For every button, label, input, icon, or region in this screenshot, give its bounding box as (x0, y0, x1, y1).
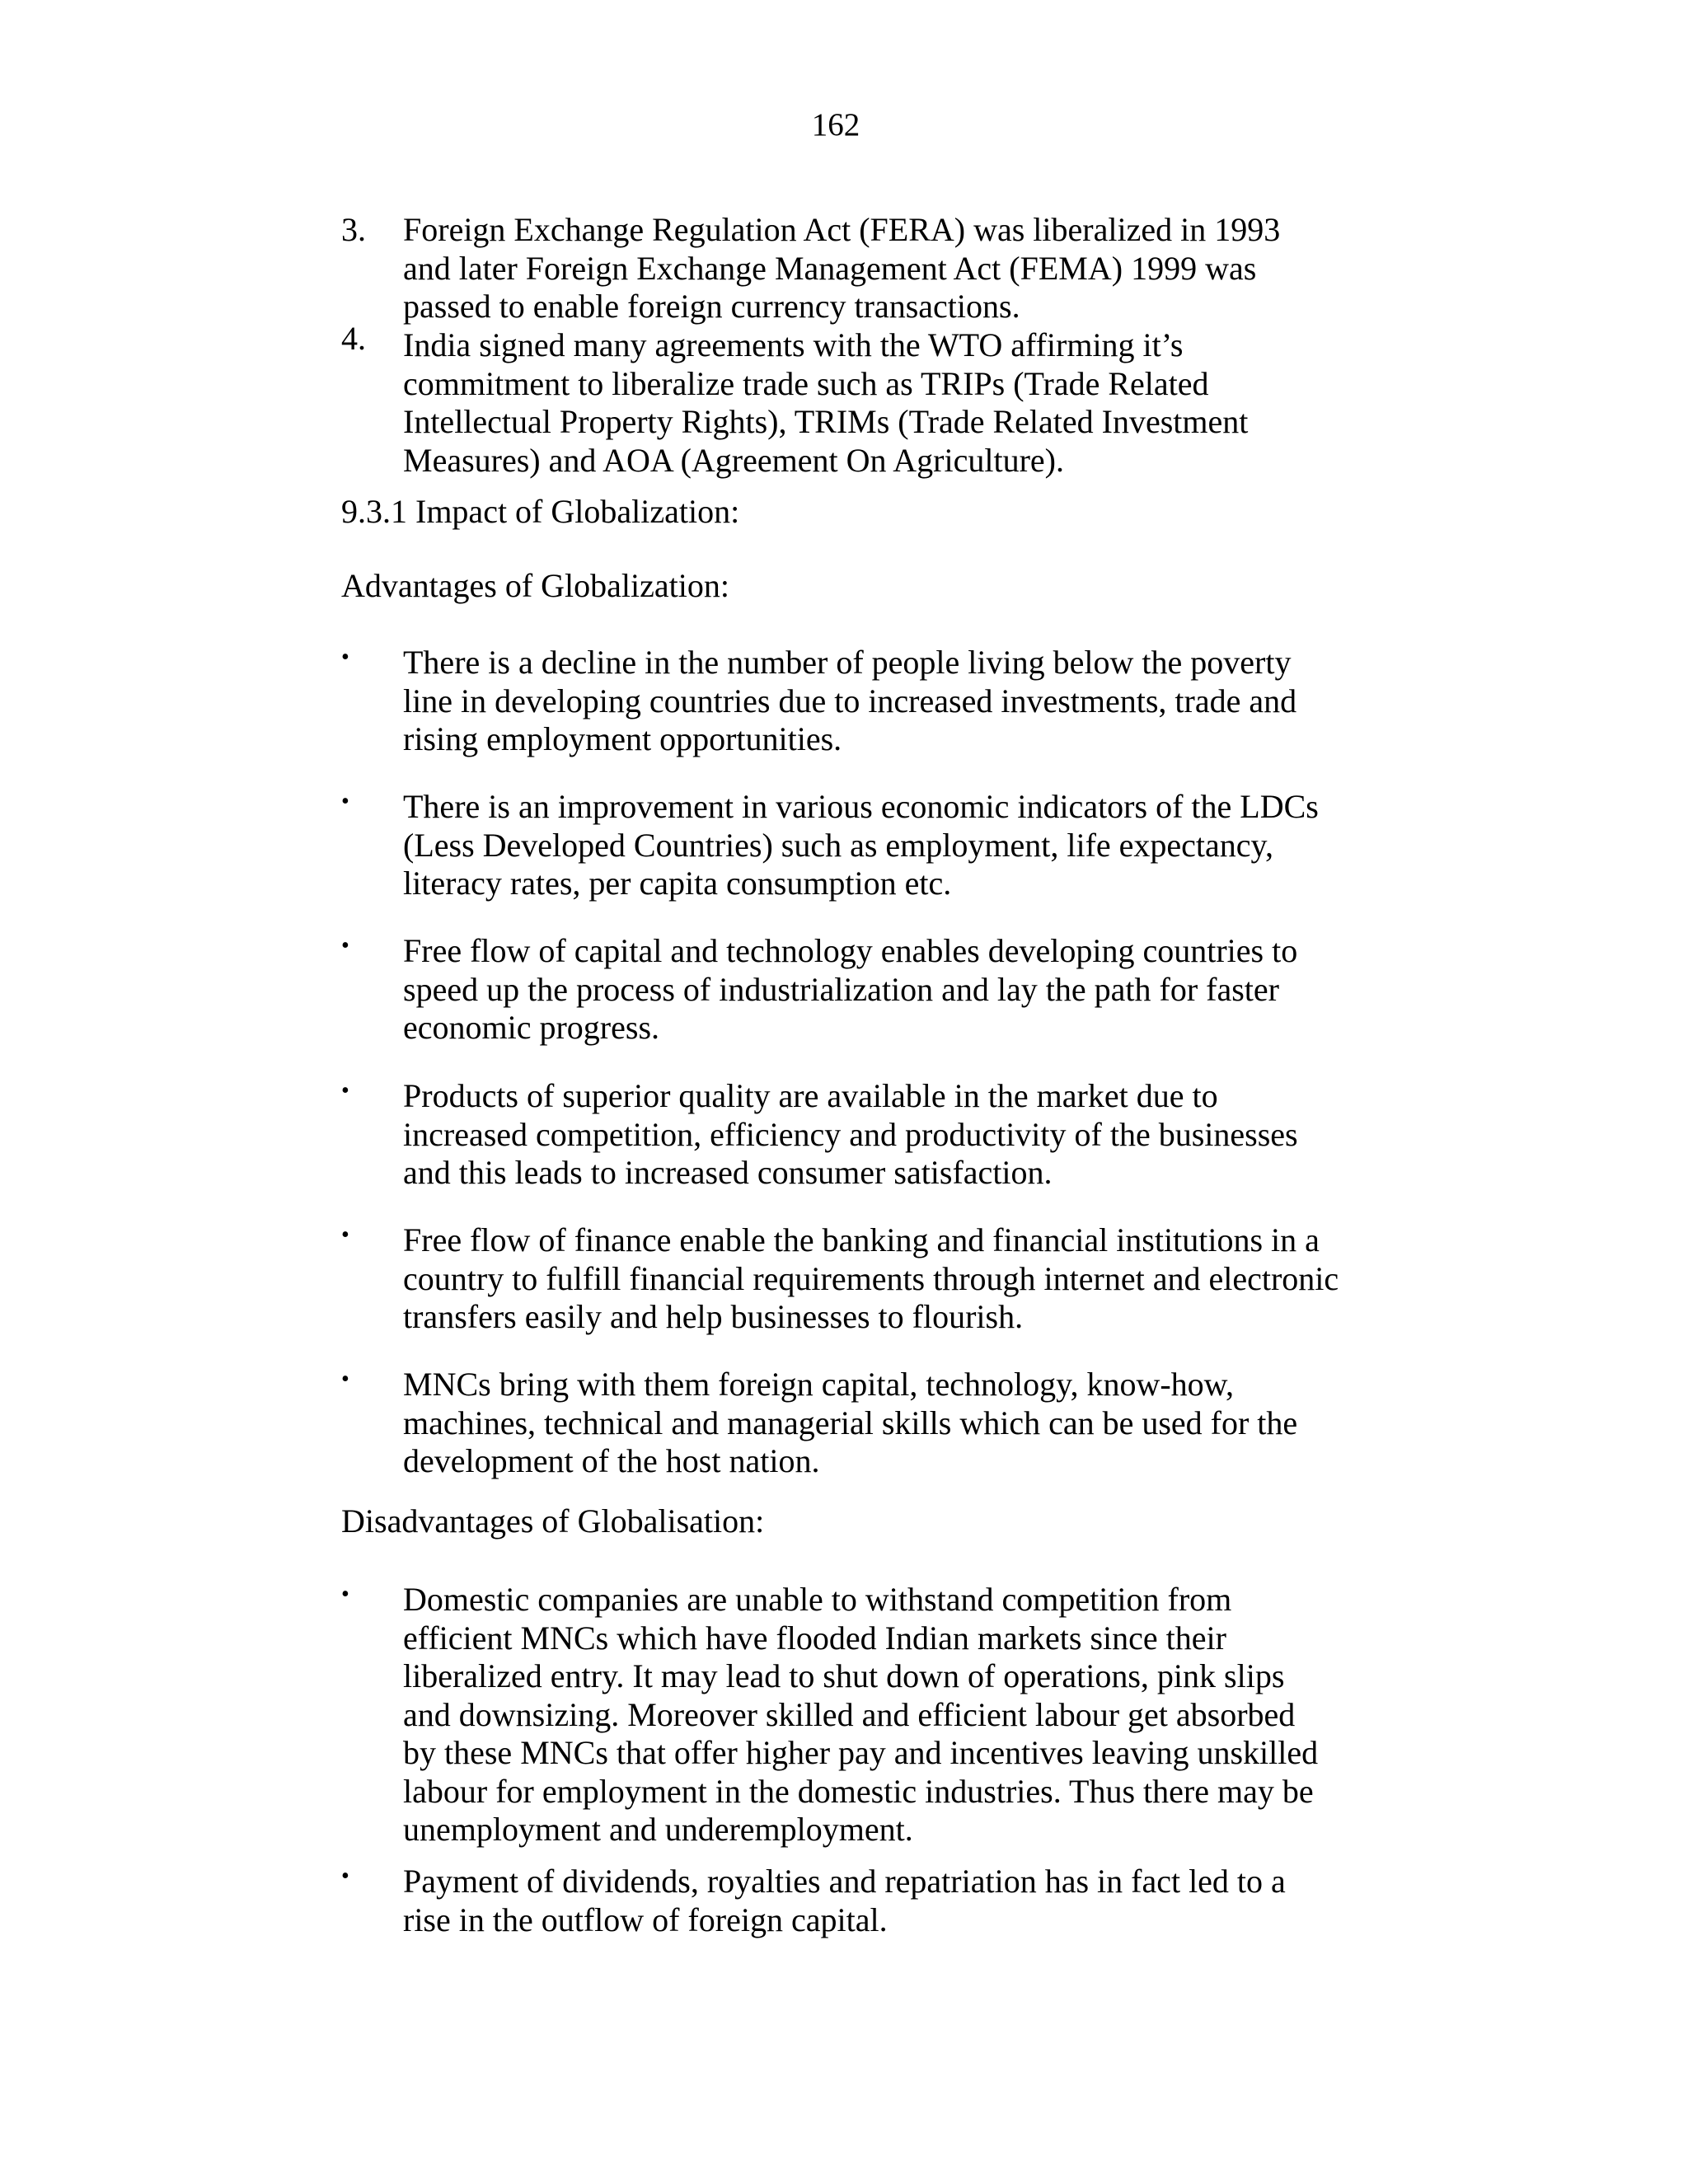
advantage-item (341, 932, 1380, 1047)
numbered-item (341, 211, 1380, 326)
section-heading: 9.3.1 Impact of Globalization: (341, 493, 740, 530)
item-text (403, 1366, 1380, 1481)
bullet-icon: • (341, 1366, 349, 1392)
bullet-icon: • (341, 1078, 349, 1104)
text-line: Free flow of capital and technology enables developing countries to (403, 932, 1298, 969)
bullet-icon: • (341, 789, 349, 814)
item-text (403, 1581, 1380, 1849)
text-line: economic progress. (403, 1009, 660, 1046)
item-text (403, 1077, 1380, 1193)
item-text (403, 211, 1380, 326)
item-text (403, 1863, 1380, 1939)
text-line: There is an improvement in various economic indicators of the LDCs (403, 788, 1319, 825)
text-line: Measures) and AOA (Agreement On Agriculture). (403, 441, 1064, 479)
text-line: MNCs bring with them foreign capital, technology, know-how, (403, 1366, 1234, 1403)
advantage-item (341, 644, 1380, 759)
text-line: speed up the process of industrialization and lay the path for faster (403, 970, 1279, 1008)
item-text (403, 1221, 1380, 1337)
numbered-item (341, 320, 1380, 480)
text-line: transfers easily and help businesses to flourish. (403, 1298, 1024, 1335)
text-line: commitment to liberalize trade such as TRIPs (Trade Related (403, 364, 1209, 402)
text-line: literacy rates, per capita consumption etc. (403, 865, 952, 902)
text-line: India signed many agreements with the WTO affirming it’s (403, 326, 1184, 363)
advantage-item (341, 1366, 1380, 1481)
advantage-item (341, 1077, 1380, 1193)
advantages-heading: Advantages of Globalization: (341, 567, 729, 604)
disadvantages-heading: Disadvantages of Globalisation: (341, 1502, 765, 1540)
disadvantage-item (341, 1581, 1380, 1849)
text-line: passed to enable foreign currency transactions. (403, 288, 1020, 325)
advantage-item (341, 1221, 1380, 1337)
text-line: and downsizing. Moreover skilled and efficient labour get absorbed (403, 1695, 1296, 1733)
text-line: Domestic companies are unable to withstand competition from (403, 1581, 1232, 1618)
text-line: country to fulfill financial requirements through internet and electronic (403, 1259, 1339, 1297)
item-text (403, 326, 1380, 480)
text-line: Products of superior quality are available in the market due to (403, 1077, 1218, 1114)
text-line: Payment of dividends, royalties and repatriation has in fact led to a (403, 1863, 1286, 1900)
bullet-icon: • (341, 644, 349, 670)
item-number: 3. (341, 211, 366, 248)
advantage-item (341, 788, 1380, 903)
item-text (403, 644, 1380, 759)
bullet-icon: • (341, 1863, 349, 1889)
text-line: and this leads to increased consumer satisfaction. (403, 1154, 1053, 1191)
text-line: rise in the outflow of foreign capital. (403, 1900, 888, 1938)
text-line: Free flow of finance enable the banking and financial institutions in a (403, 1221, 1320, 1258)
text-line: unemployment and underemployment. (403, 1811, 913, 1848)
bullet-icon: • (341, 1582, 349, 1607)
text-line: (Less Developed Countries) such as employment, life expectancy, (403, 826, 1273, 864)
text-line: by these MNCs that offer higher pay and incentives leaving unskilled (403, 1734, 1319, 1771)
text-line: efficient MNCs which have flooded Indian markets since their (403, 1619, 1226, 1657)
item-number: 4. (341, 320, 366, 357)
text-line: increased competition, efficiency and productivity of the businesses (403, 1115, 1298, 1153)
text-line: labour for employment in the domestic industries. Thus there may be (403, 1772, 1314, 1810)
disadvantage-item (341, 1863, 1380, 1939)
text-line: Intellectual Property Rights), TRIMs (Trade Related Investment (403, 403, 1249, 440)
text-line: Foreign Exchange Regulation Act (FERA) was liberalized in 1993 (403, 211, 1281, 248)
text-line: rising employment opportunities. (403, 720, 842, 757)
bullet-icon: • (341, 1222, 349, 1248)
page-number: 162 (811, 107, 860, 143)
text-line: line in developing countries due to increased investments, trade and (403, 682, 1297, 719)
bullet-icon: • (341, 933, 349, 958)
item-text (403, 788, 1380, 903)
text-line: machines, technical and managerial skills which can be used for the (403, 1404, 1298, 1441)
text-line: development of the host nation. (403, 1442, 820, 1479)
text-line: liberalized entry. It may lead to shut down of operations, pink slips (403, 1657, 1285, 1694)
text-line: and later Foreign Exchange Management Act (FEMA) 1999 was (403, 249, 1257, 287)
item-text (403, 932, 1380, 1047)
text-line: There is a decline in the number of people living below the poverty (403, 644, 1292, 681)
